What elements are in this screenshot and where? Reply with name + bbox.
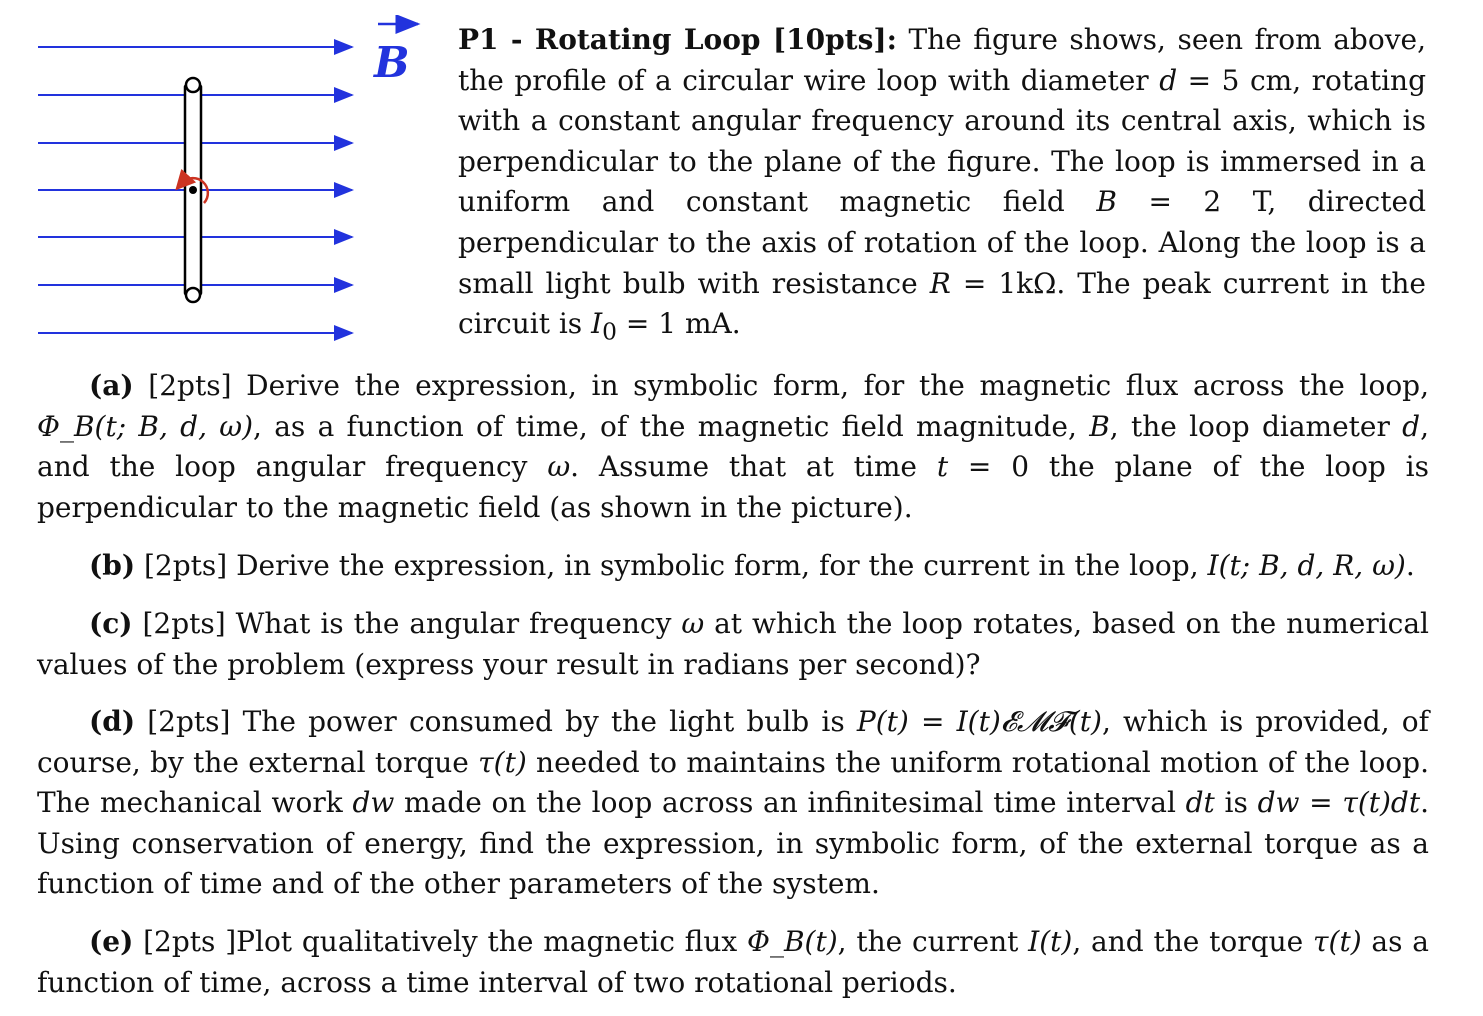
part-e: (e) [2pts ]Plot qualitatively the magnetic flux Φ_B(t), the current I(t), and the torque τ(t) as a function of time, across a time interval of two rotational periods. — [37, 925, 1430, 999]
field-vector-label — [373, 24, 418, 87]
field-label: B — [374, 38, 410, 87]
problem-title: P1 - Rotating Loop [10pts]: — [458, 23, 897, 56]
part-b: (b) [2pts] Derive the expression, in symbolic form, for the current in the loop, I(t; B, d, R, ω). — [89, 549, 1415, 582]
rotation-axis-dot — [189, 186, 197, 194]
figure-rotating-loop — [30, 15, 430, 345]
problem-statement: P1 - Rotating Loop [10pts]: The figure shows, seen from above, the profile of a circular wire loop with diameter d = 5 cm, rotating with a constant angular frequency around its central axis, which is perpendicular to the plane of the figure. The loop is immersed in a uniform and constant magnetic field B = 2 T, directed perpendicular to the axis of rotation of the loop. Along the loop is a small light bulb with resistance R = 1kΩ. The peak current in the circuit is $I_0 = 1$ mA. — [458, 23, 1427, 346]
part-c: (c) [2pts] What is the angular frequency ω at which the loop rotates, based on the numerical values of the problem (express your result in radians per second)? — [37, 607, 1430, 681]
part-a: (a) [2pts] Derive the expression, in symbolic form, for the magnetic flux across the loop, Φ_B(t; B, d, ω), as a function of time, of the magnetic field magnitude, B, the loop diameter d, and the loop angular frequency ω. Assume that at time t = 0 the plane of the loop is perpendicular to the magnetic field (as shown in the picture). — [37, 369, 1429, 524]
part-d: (d) [2pts] The power consumed by the light bulb is P(t) = I(t)𝓔𝓜𝓕(t), which is provided, of course, by the external torque τ(t) needed to maintains the uniform rotational motion of the loop. The mechanical work dw made on the loop across an infinitesimal time interval dt is dw = τ(t)dt. Using conservation of energy, find the expression, in symbolic form, of the external torque as a function of time and of the other parameters of the system. — [37, 705, 1430, 901]
